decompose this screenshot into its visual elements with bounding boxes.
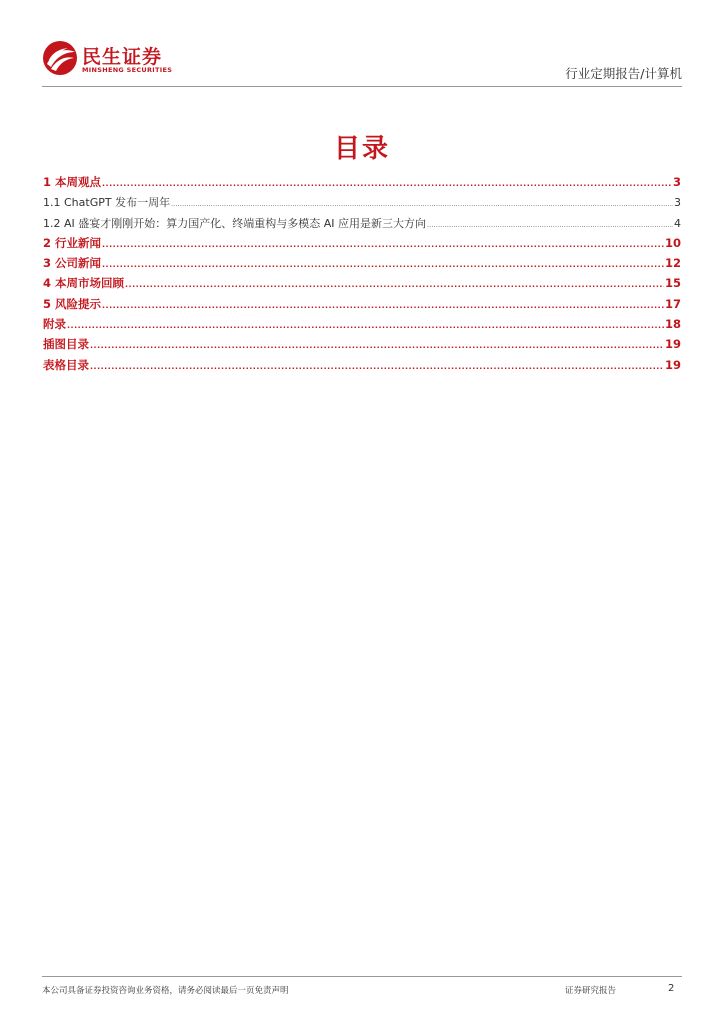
toc-dot-leader — [125, 276, 664, 290]
toc-dot-leader — [90, 337, 664, 351]
brand-name-en: MINSHENG SECURITIES — [82, 66, 173, 74]
toc-dot-leader — [102, 236, 664, 250]
toc-entry[interactable] — [43, 357, 681, 377]
minsheng-logo-icon — [42, 40, 78, 76]
toc-dot-leader — [102, 256, 664, 270]
toc-entry-label: 5 风险提示 — [43, 296, 102, 311]
toc-entry[interactable] — [43, 215, 681, 235]
toc-entry[interactable] — [43, 194, 681, 214]
toc-entry-page: 10 — [664, 235, 681, 250]
toc-entry-page: 3 — [672, 175, 681, 189]
toc-dot-leader — [102, 297, 664, 311]
toc-entry-label: 3 公司新闻 — [43, 256, 102, 271]
toc-entry[interactable] — [43, 174, 681, 194]
toc-entry[interactable] — [43, 336, 681, 356]
toc-entry-label: 插图目录 — [43, 337, 89, 352]
toc-entry-page: 19 — [664, 337, 681, 352]
toc-entry[interactable] — [43, 316, 681, 336]
page-header — [42, 40, 682, 86]
toc-entry-label: 1 本周观点 — [43, 175, 102, 189]
toc-entry-label: 2 行业新闻 — [43, 235, 102, 250]
footer-disclaimer: 本公司具备证券投资咨询业务资格，请务必阅读最后一页免责声明 — [42, 986, 289, 996]
toc-entry-label: 表格目录 — [43, 357, 89, 372]
report-category: 行业定期报告/计算机 — [565, 66, 682, 81]
toc-entry-page: 4 — [674, 216, 681, 230]
toc-entry[interactable] — [43, 255, 681, 275]
footer-report-type: 证券研究报告 — [565, 986, 617, 996]
page-number: 2 — [668, 983, 675, 994]
brand-logo — [42, 40, 182, 80]
toc-entry[interactable] — [43, 296, 681, 316]
toc-entry-label: 1.1 ChatGPT 发布一周年 — [43, 196, 171, 210]
toc-dot-leader — [171, 196, 673, 209]
toc-dot-leader — [102, 175, 672, 189]
toc-dot-leader — [427, 217, 673, 230]
brand-name-cn: 民生证券 — [82, 46, 163, 68]
toc-entry-label: 1.2 AI 盛宴才刚刚开始：算力国产化、终端重构与多模态 AI 应用是新三大方向 — [43, 216, 427, 230]
toc-entry-label: 附录 — [43, 317, 66, 332]
toc-entry-page: 12 — [664, 256, 681, 271]
toc-entry-page: 19 — [664, 357, 681, 372]
toc-entry-page: 15 — [664, 276, 681, 291]
toc-entry[interactable] — [43, 275, 681, 295]
toc-dot-leader — [90, 358, 664, 372]
toc-entry-label: 4 本周市场回顾 — [43, 276, 125, 291]
header-divider — [42, 86, 682, 87]
toc-entry-page: 17 — [664, 296, 681, 311]
toc-entry-page: 18 — [664, 317, 681, 332]
toc-entry-page: 3 — [674, 196, 681, 210]
table-of-contents — [43, 174, 681, 377]
toc-dot-leader — [67, 317, 664, 331]
toc-title: 目录 — [333, 134, 390, 164]
toc-entry[interactable] — [43, 235, 681, 255]
footer-divider — [42, 976, 682, 977]
